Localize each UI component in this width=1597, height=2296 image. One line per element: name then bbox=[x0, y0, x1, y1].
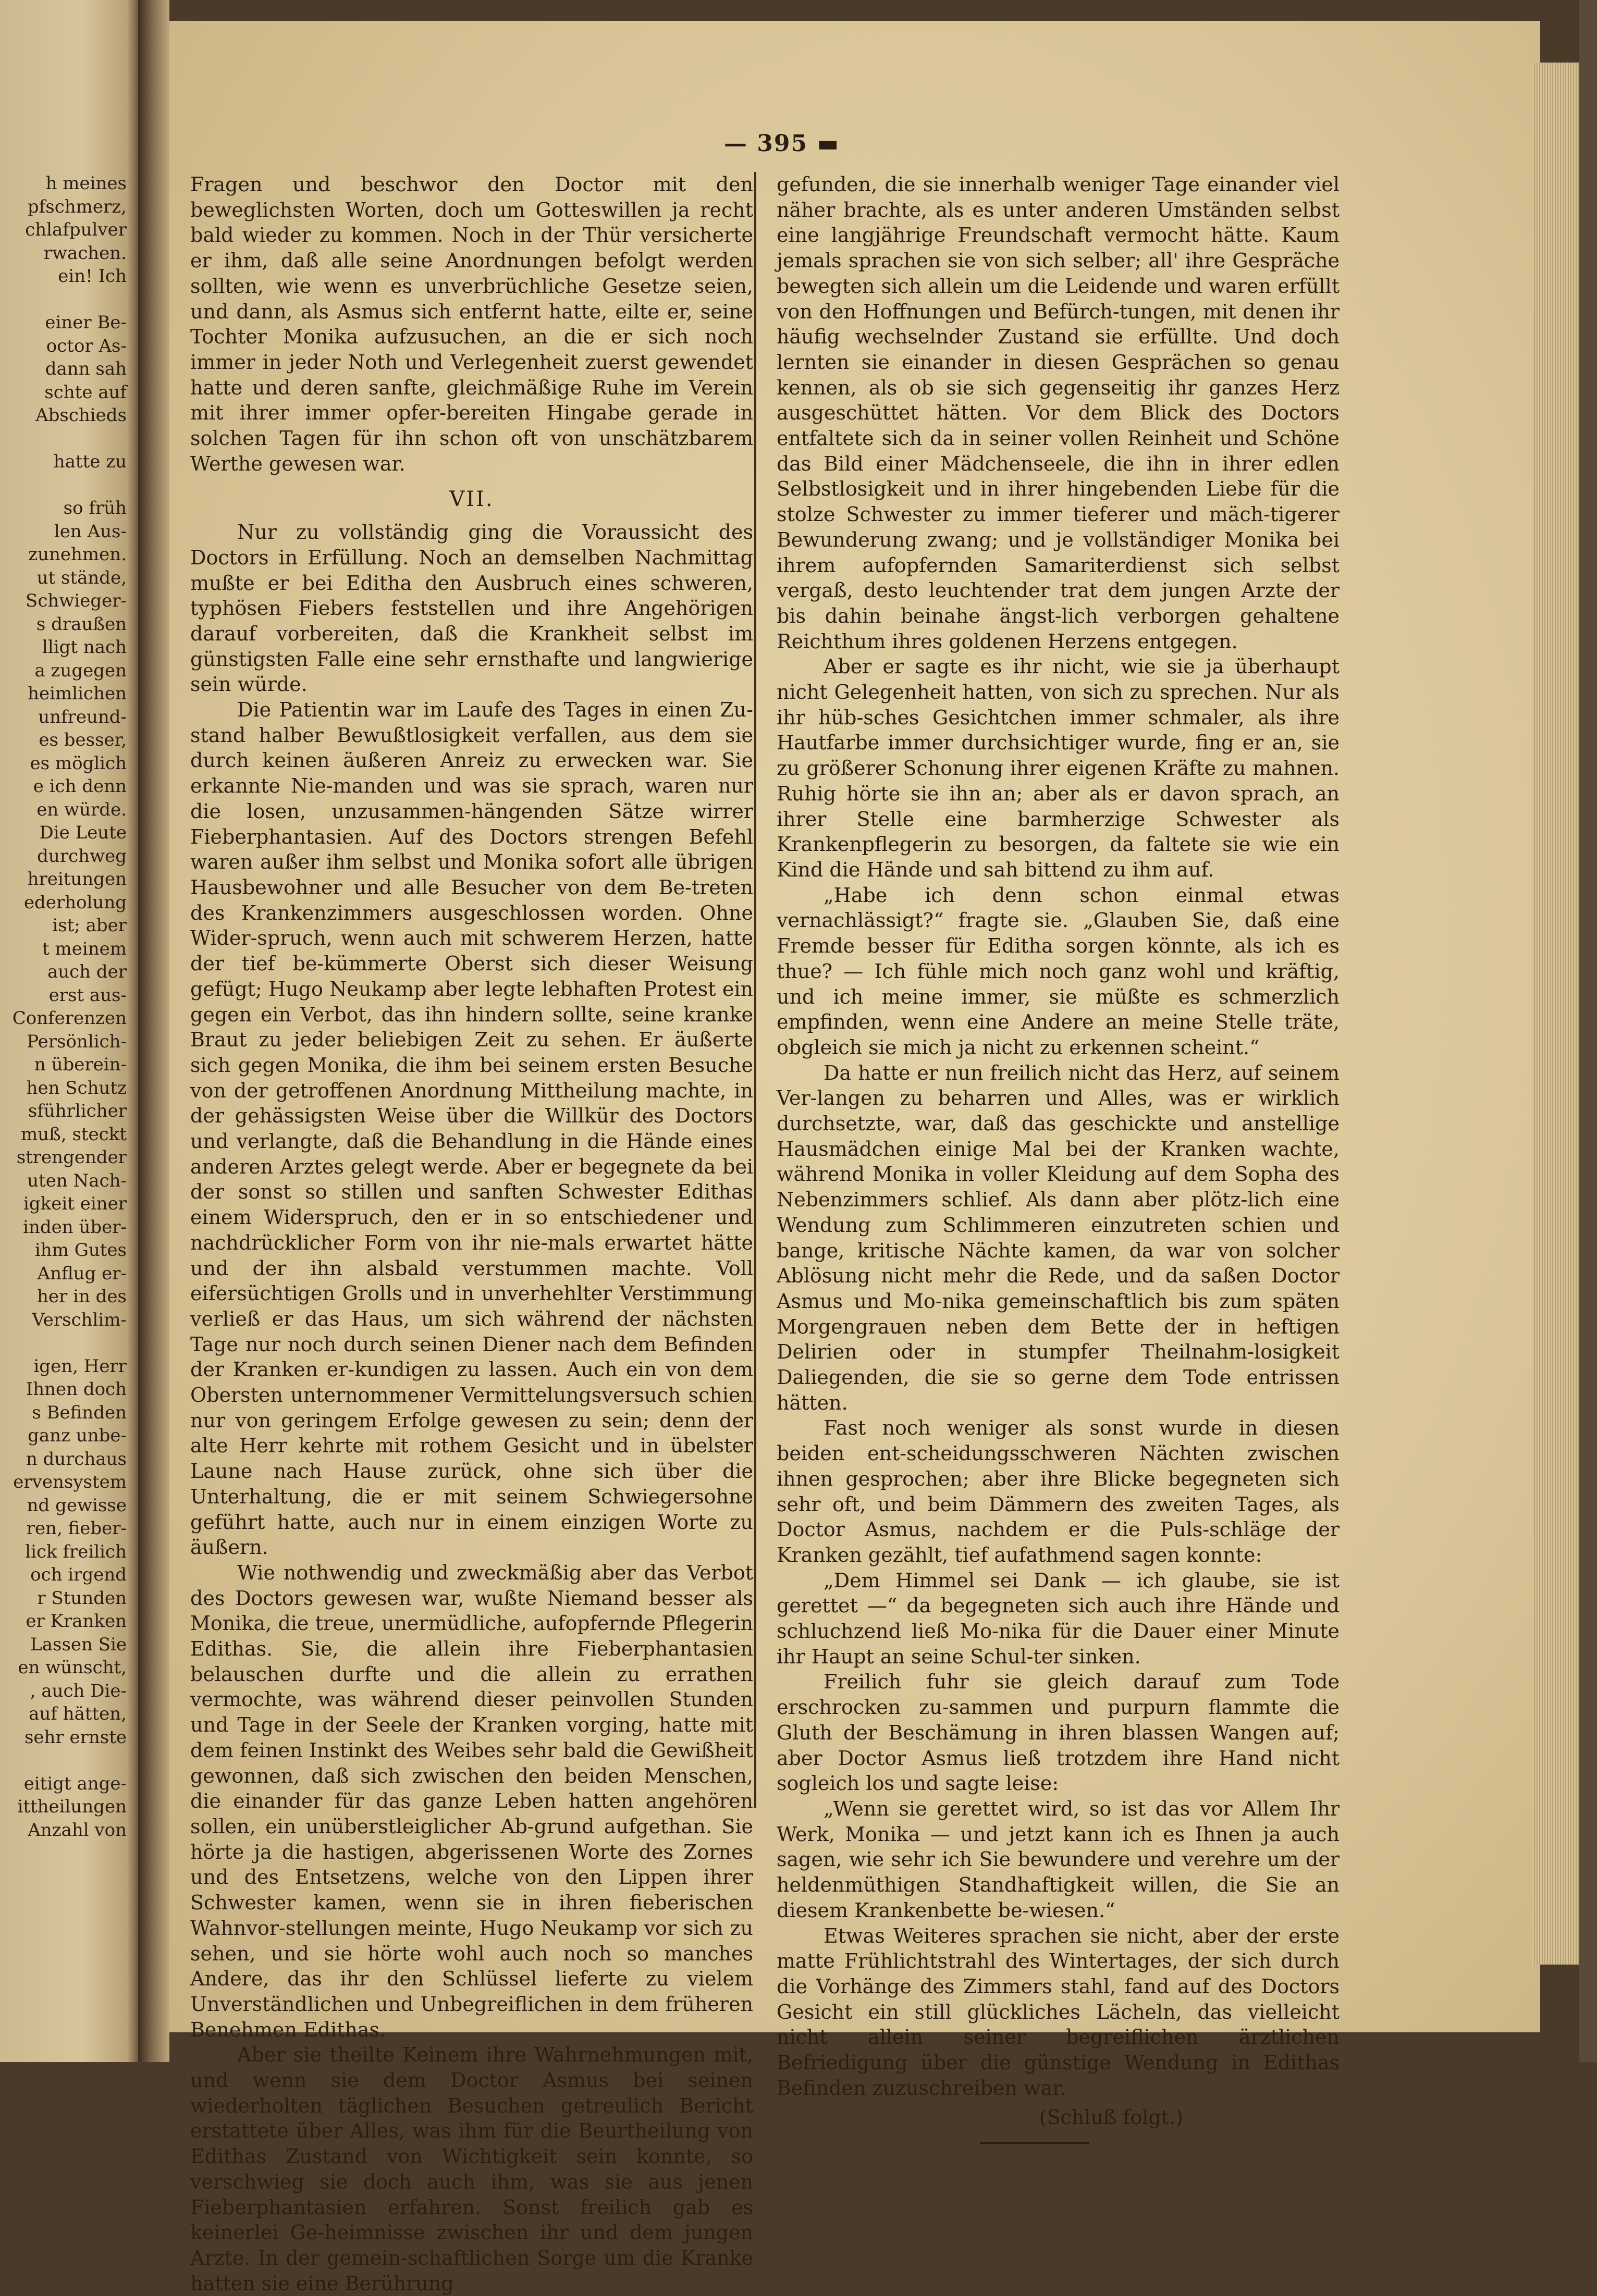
left-paragraph: Aber sie theilte Keinem ihre Wahrnehmungen mit, und wenn sie dem Doctor Asmus bei seinen wiederholten täglichen Besuchen getreulich Bericht erstattete über Alles, was ihm für die Beurtheilung von Edithas Zustand von Wichtigkeit sein konnte, so verschwieg sie doch auch ihm, was sie aus jenen Fieberphantasien erfahren. Sonst freilich gab es keinerlei Ge-heimnisse zwischen ihr und dem jungen Arzte. In der gemein-schaftlichen Sorge um die Kranke hatten sie eine Berührung bbox=[190, 2043, 753, 2295]
left-facing-page bbox=[0, 0, 138, 2062]
left-page-fragment: r Stunden bbox=[37, 1587, 127, 1609]
left-page-fragment: ist; aber bbox=[52, 915, 127, 936]
left-page-fragment: Anflug er- bbox=[37, 1263, 127, 1284]
left-column bbox=[190, 172, 753, 2296]
left-page-fragment: Die Leute bbox=[39, 822, 127, 843]
left-page-fragment: nd gewisse bbox=[27, 1495, 127, 1516]
left-page-fragment: inden über- bbox=[23, 1216, 127, 1238]
left-page-fragment: s Befinden bbox=[32, 1402, 127, 1423]
right-paragraph: Fast noch weniger als sonst wurde in diesen beiden ent-scheidungsschweren Nächten zwischen ihnen gesprochen; aber ihre Blicke begegneten sich sehr oft, und beim Dämmern des zweiten Tages, als Doctor Asmus, nachdem er die Puls-schläge der Kranken gezählt, tief aufathmend sagen konnte: bbox=[777, 1416, 1340, 1566]
left-page-fragment: muß, steckt bbox=[20, 1124, 127, 1145]
book-gutter bbox=[138, 0, 169, 2062]
left-page-fragment: pfschmerz, bbox=[27, 196, 127, 217]
left-page-fragment: Schwieger- bbox=[26, 590, 127, 611]
left-page-fragment: hreitungen bbox=[27, 869, 127, 890]
to-be-continued: (Schluß folgt.) bbox=[1039, 2106, 1183, 2129]
left-page-fragment: sehr ernste bbox=[24, 1726, 127, 1748]
left-page-fragment: Persönlich- bbox=[27, 1031, 127, 1052]
left-paragraph: Wie nothwendig und zweckmäßig aber das Verbot des Doctors gewesen war, wußte Niemand besser als Monika, die treue, unermüdliche, aufopfernde Pflegerin Edithas. Sie, die allein ihre Fieberphantasien belauschen durfte und die allein zu errathen vermochte, was während dieser peinvollen Stunden und Tage in der Seele der Kranken vorging, hatte mit dem feinen Instinkt des Weibes sehr bald die Gewißheit gewonnen, daß sich zwischen den beiden Menschen, die einander für das ganze Leben hatten angehören sollen, ein unüberstleiglicher Ab-grund aufgethan. Sie hörte ja die hastigen, abgerissenen Worte des Zornes und des Entsetzens, welche von den Lippen ihrer Schwester kamen, wenn sie in ihren fieberischen Wahnvor-stellungen meinte, Hugo Neukamp vor sich zu sehen, und sie hörte wohl auch noch so manches Andere, das ihr den Schlüssel lieferte zu vielem Unverständlichen und Unbegreiflichen in dem früheren Benehmen Edithas. bbox=[190, 1561, 753, 2041]
left-page-fragment: e ich denn bbox=[33, 776, 127, 797]
left-page-fragment: len Aus- bbox=[54, 521, 127, 542]
right-paragraph: „Habe ich denn schon einmal etwas vernachlässigt?“ fragte sie. „Glauben Sie, daß eine Fremde besser für Editha sorgen könnte, als ich es thue? — Ich fühle mich noch ganz wohl und kräftig, und ich meine immer, sie müßte es schmerzlich empfinden, wenn eine Andere an meine Stelle träte, obgleich sie mich ja nicht zu erkennen scheint.“ bbox=[777, 883, 1340, 1059]
page-edges bbox=[1532, 63, 1583, 1965]
left-page-fragment: er Kranken bbox=[26, 1611, 127, 1632]
left-page-fragment: Verschlim- bbox=[32, 1309, 127, 1330]
left-page-fragment: igkeit einer bbox=[23, 1193, 127, 1214]
left-page-fragment: ihm Gutes bbox=[34, 1240, 127, 1261]
left-page-fragment: lick freilich bbox=[25, 1541, 127, 1562]
right-paragraph: Aber er sagte es ihr nicht, wie sie ja überhaupt nicht Gelegenheit hatten, von sich zu sprechen. Nur als ihr hüb-sches Gesichtchen immer schmaler, als ihre Hautfarbe immer durchsichtiger wurde, fing er an, sie zu größerer Schonung ihrer eigenen Kräfte zu mahnen. Ruhig hörte sie ihn an; aber als er davon sprach, an ihrer Stelle eine barmherzige Schwester als Krankenpflegerin zu besorgen, da faltete sie wie ein Kind die Hände und sah bittend zu ihm auf. bbox=[777, 655, 1340, 881]
right-paragraph: Etwas Weiteres sprachen sie nicht, aber der erste matte Frühlichtstrahl des Wintertages, der sich durch die Vorhänge des Zimmers stahl, fand auf des Doctors Gesicht ein still glückliches Lächeln, das vielleicht nicht allein seiner begreiflichen ärztlichen Befriedigung über die günstige Wendung in Edithas Befinden zuzuschreiben war. bbox=[777, 1924, 1340, 2100]
left-page-fragment: durchweg bbox=[37, 845, 127, 867]
left-page-fragment: einer Be- bbox=[45, 312, 127, 333]
page-number bbox=[719, 130, 844, 157]
left-paragraph: Die Patientin war im Laufe des Tages in einen Zu-stand halber Bewußtlosigkeit verfallen, aus dem sie durch keinen äußeren Anreiz zu erwecken war. Sie erkannte Nie-manden und was sie sprach, waren nur die losen, unzusammen-hängenden Sätze wirrer Fieberphantasien. Auf des Doctors strengen Befehl waren außer ihm selbst und Monika sofort alle übrigen Hausbewohner und alle Besucher von dem Be-treten des Krankenzimmers ausgeschlossen worden. Ohne Wider-spruch, wenn auch mit schwerem Herzen, hatte der tief be-kümmerte Oberst sich dieser Weisung gefügt; Hugo Neukamp aber legte lebhaften Protest ein gegen ein Verbot, das ihn hindern sollte, seine kranke Braut zu jeder beliebigen Zeit zu sehen. Er äußerte sich gegen Monika, die ihm bei seinem ersten Besuche von der getroffenen Anordnung Mittheilung machte, in der gehässigsten Weise über die Willkür des Doctors und verlangte, daß die Behandlung in die Hände eines anderen Arztes gelegt werde. Aber er begegnete da bei der sonst so stillen und sanften Schwester Edithas einem Widerspruch, den er in so entschiedener und nachdrücklicher Form von ihr nie-mals erwartet hätte und der ihn alsbald verstummen machte. Voll eifersüchtigen Grolls und in unverhehlter Verstimmung verließ er das Haus, um sich während der nächsten Tage nur noch durch seinen Diener nach dem Befinden der Kranken er-kundigen zu lassen. Auch ein von dem Obersten unternommener Vermittelungsversuch schien nur von geringem Erfolge gewesen zu sein; denn der alte Herr kehrte mit rothem Gesicht und in übelster Laune nach Hause zurück, ohne sich über die Unterhaltung, die er mit seinem Schwiegersohne geführt hatte, auch nur in einem einzigen Worte zu äußern. bbox=[190, 698, 753, 1559]
right-paragraph: gefunden, die sie innerhalb weniger Tage einander viel näher brachte, als es unter anderen Umständen selbst eine langjährige Freundschaft vermocht hätte. Kaum jemals sprachen sie von sich selber; all' ihre Gespräche bewegten sich allein um die Leidende und waren erfüllt von den Hoffnungen und Befürch-tungen, mit denen ihr häufig wechselnder Zustand sie erfüllte. Und doch lernten sie einander in diesen Gesprächen so genau kennen, als ob sie sich gegenseitig ihr ganzes Herz ausgeschüttet hätten. Vor dem Blick des Doctors entfaltete sich da in seiner vollen Reinheit und Schöne das Bild einer Mädchenseele, die ihn in ihrer edlen Selbstlosigkeit und in ihrer hingebenden Liebe für die stolze Schwester zu immer tieferer und mäch-tigerer Bewunderung zwang; und je vollständiger Monika bei ihrem aufopfernden Samariterdienst sich selbst vergaß, desto leuchtender trat dem jungen Arzte der bis dahin beinahe ängst-lich verborgen gehaltene Reichthum ihres goldenen Herzens entgegen. bbox=[777, 173, 1340, 653]
left-page-fragment: h meines bbox=[45, 173, 127, 194]
left-page-fragment: es möglich bbox=[30, 752, 127, 774]
left-page-fragment: Ihnen doch bbox=[26, 1379, 127, 1400]
left-page-fragment: ervensystem bbox=[13, 1472, 127, 1492]
left-page-fragment: lligt nach bbox=[42, 637, 127, 658]
left-page-fragment: och irgend bbox=[30, 1564, 127, 1585]
left-page-fragment: ren, fieber- bbox=[26, 1518, 127, 1539]
left-paragraph: Nur zu vollständig ging die Voraussicht des Doctors in Erfüllung. Noch an demselben Nachmittag mußte er bei Editha den Ausbruch eines schweren, typhösen Fiebers feststellen und ihre Angehörigen darauf vorbereiten, daß die Krankheit selbst im günstigsten Falle eine sehr ernsthafte und langwierige sein würde. bbox=[190, 521, 753, 696]
end-rule bbox=[980, 2142, 1089, 2144]
column-divider bbox=[754, 172, 756, 1808]
left-page-fragment: ederholung bbox=[23, 892, 127, 913]
left-page-fragment: rwachen. bbox=[43, 242, 127, 264]
left-page-fragment: octor As- bbox=[46, 335, 127, 356]
left-page-fragment: Anzahl von bbox=[28, 1819, 127, 1841]
left-page-fragment: heimlichen bbox=[28, 683, 127, 704]
left-page-fragment: erst aus- bbox=[48, 984, 127, 1006]
left-page-fragment: igen, Herr bbox=[33, 1355, 127, 1377]
left-page-fragment: chlafpulver bbox=[25, 219, 127, 240]
right-paragraph: „Dem Himmel sei Dank — ich glaube, sie ist gerettet —“ da begegneten sich auch ihre Hände und schluchzend ließ Mo-nika für die Dauer einer Minute ihr Haupt an seine Schul-ter sinken. bbox=[777, 1569, 1340, 1668]
book-binding bbox=[1579, 0, 1597, 2062]
left-page-fragment: hatte zu bbox=[53, 451, 127, 472]
left-page-fragment: s draußen bbox=[36, 613, 127, 635]
chapter-heading: VII. bbox=[449, 487, 494, 512]
left-page-fragment: t meinem bbox=[42, 938, 127, 959]
page-number-ornament-left: — bbox=[723, 130, 757, 157]
left-page-fragment: so früh bbox=[63, 498, 127, 519]
right-paragraph: Freilich fuhr sie gleich darauf zum Tode erschrocken zu-sammen und purpurn flammte die Gluth der Beschämung in ihren blassen Wangen auf; aber Doctor Asmus ließ trotzdem ihre Hand nicht sogleich los und sagte leise: bbox=[777, 1670, 1340, 1795]
left-page-fragment: es besser, bbox=[39, 730, 127, 750]
left-page-fragment: Abschieds bbox=[35, 405, 127, 426]
left-page-fragment: strengender bbox=[16, 1147, 127, 1168]
left-page-fragment: her in des bbox=[37, 1286, 127, 1307]
left-page-fragment: auf hätten, bbox=[29, 1704, 127, 1724]
left-page-fragment: Lassen Sie bbox=[30, 1634, 127, 1655]
left-page-fragment: uten Nach- bbox=[27, 1170, 127, 1191]
right-column bbox=[777, 172, 1340, 2144]
left-page-fragment: ut stände, bbox=[36, 567, 127, 588]
left-page-fragment: zunehmen. bbox=[28, 544, 127, 565]
left-page-fragment: n überein- bbox=[34, 1054, 127, 1075]
left-page-fragment: unfreund- bbox=[38, 706, 127, 727]
left-page-fragment: eitigt ange- bbox=[23, 1773, 127, 1794]
left-page-fragment: Conferenzen bbox=[12, 1008, 127, 1029]
left-page-fragment: sführlicher bbox=[28, 1101, 127, 1121]
right-paragraph: „Wenn sie gerettet wird, so ist das vor Allem Ihr Werk, Monika — und jetzt kann ich es Ihnen ja auch sagen, wie sehr ich Sie bewundere und verehre um der heldenmüthigen Standhaftigkeit willen, die Sie an diesem Krankenbette be-wiesen.“ bbox=[777, 1797, 1340, 1922]
left-page-fragment: dann sah bbox=[45, 359, 127, 379]
left-opening-paragraph: Fragen und beschwor den Doctor mit den beweglichsten Worten, doch um Gotteswillen ja recht bald wieder zu kommen. Noch in der Thür versicherte er ihm, daß alle seine Anordnungen befolgt werden sollten, wie wenn es unverbrüchliche Gesetze seien, und dann, als Asmus sich entfernt hatte, eilte er, seine Tochter Monika aufzusuchen, an die er sich noch immer in jeder Noth und Verlegenheit zuerst gewendet hatte und deren sanfte, gleichmäßige Ruhe im Verein mit ihrer immer opfer-bereiten Hingabe gerade in solchen Tagen für ihn schon oft von unschätzbarem Werthe gewesen war. bbox=[190, 173, 753, 475]
left-page-fragment: schte auf bbox=[44, 381, 127, 403]
left-page-fragment: a zugegen bbox=[34, 660, 127, 681]
left-page-fragment: auch der bbox=[47, 961, 127, 982]
left-page-fragment: ittheilungen bbox=[17, 1796, 127, 1817]
page-number-text: 395 bbox=[757, 130, 808, 157]
left-page-fragment: ganz unbe- bbox=[28, 1425, 127, 1446]
left-page-fragment: en würde. bbox=[36, 799, 127, 820]
page-number-ornament-right: ▬ bbox=[808, 130, 840, 157]
left-page-fragment: en wünscht, bbox=[18, 1657, 127, 1678]
right-paragraph: Da hatte er nun freilich nicht das Herz, auf seinem Ver-langen zu beharren und Alles, was er wirklich durchsetzte, war, daß das geschickte und anstellige Hausmädchen einige Mal bei der Kranken wachte, während Monika in voller Kleidung auf dem Sopha des Nebenzimmers schlief. Als dann aber plötz-lich eine Wendung zum Schlimmeren einzutreten schien und bange, kritische Nächte kamen, da war von solcher Ablösung nicht mehr die Rede, und da saßen Doctor Asmus und Mo-nika gemeinschaftlich bis zum späten Morgengrauen neben dem Bette der in heftigen Delirien oder in stumpfer Theilnahm-losigkeit Daliegenden, die sie so gerne dem Tode entrissen hätten. bbox=[777, 1061, 1340, 1414]
left-page-fragment: hen Schutz bbox=[26, 1077, 127, 1098]
left-page-fragment: ein! Ich bbox=[58, 266, 127, 287]
left-page-fragment: , auch Die- bbox=[30, 1680, 127, 1701]
left-page-fragment: n durchaus bbox=[26, 1448, 127, 1470]
